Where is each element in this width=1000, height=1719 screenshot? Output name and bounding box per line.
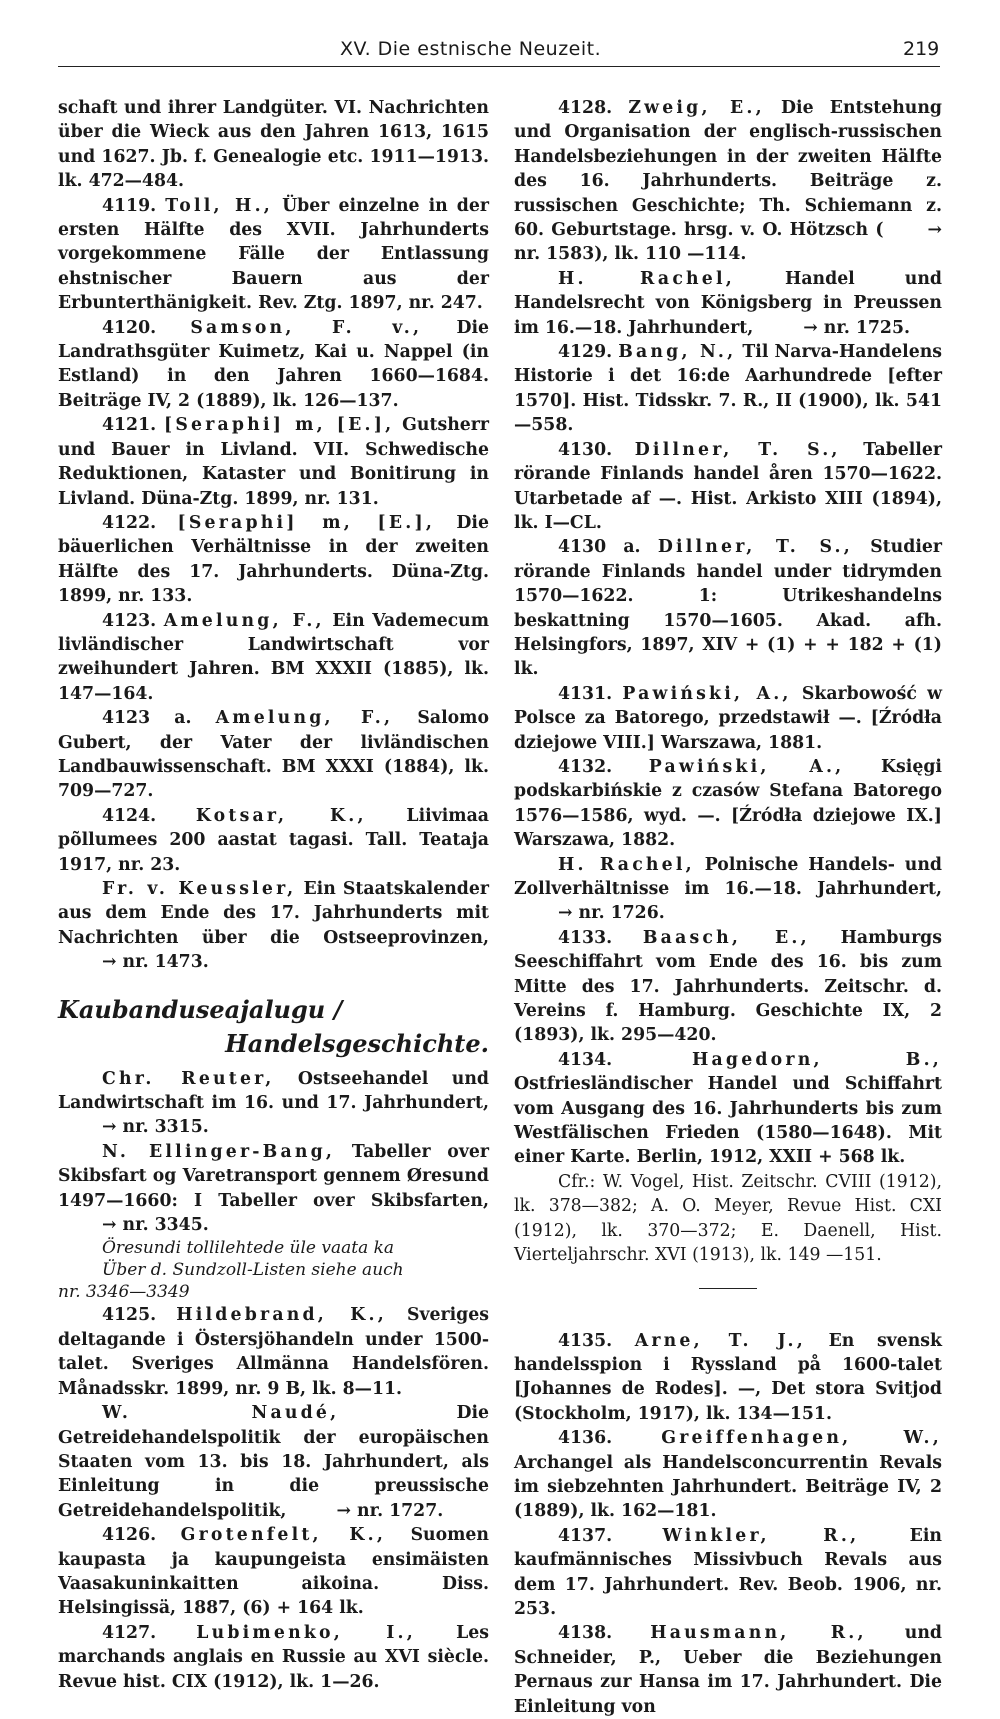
arrow-icon: →	[102, 1117, 117, 1138]
entry: schaft und ihrer Landgüter. VI. Nachrichten über die Wieck aus den Jahren 1613, 1615 und 1627. Jb. f. Genealogie etc. 1911—1913. lk. 472—484.	[58, 98, 489, 192]
entry-4137: 4137. Winkler, R., Ein kaufmännisches Missivbuch Revals aus dem 17. Jahrhundert. Rev. Beob. 1906, nr. 253.	[514, 1525, 942, 1619]
arrow-icon: →	[102, 1215, 117, 1236]
entry-4132: 4132. Pawiński, A., Księgi podskarbińskie z czasów Stefana Batorego 1576—1586, wyd. —. [Źródła dziejowe IX.] Warszawa, 1882.	[514, 756, 942, 851]
arrow-icon: →	[558, 903, 573, 924]
arrow-icon: →	[927, 220, 942, 241]
entry-ellinger-bang: N. Ellinger-Bang, Tabeller over Skibsfart og Varetransport gennem Øresund 1497—1660: I Tabeller over Skibsfarten, → nr. 3345.	[58, 1140, 489, 1238]
entry-4138: 4138. Hausmann, R., und Schneider, P., Ueber die Beziehungen Pernaus zur Hansa im 17. Jahrhundert. Die Einleitung von	[514, 1623, 942, 1717]
section-heading: Kaubanduseajalugu /	[58, 994, 343, 1024]
entry-4123a: 4123 a. Amelung, F., Salomo Gubert, der Vater der livländischen Landbauwissenschaft. BM XXXI (1884), lk. 709—727.	[58, 708, 489, 802]
entry-4128: 4128. Zweig, E., Die Entstehung und Organisation der englisch-russischen Handelsbeziehungen in der zweiten Hälfte des 16. Jahrhunderts. Beiträge z. russischen Geschichte; Th. Schiemann z. 60. Geburtstage. hrsg. v. O. Hötzsch ( → nr. 1583), lk. 110 —114.	[514, 98, 942, 265]
entry-4130: 4130. Dillner, T. S., Tabeller rörande Finlands handel åren 1570—1622. Utarbetade af —. Hist. Arkisto XIII (1894), lk. I—CL.	[514, 439, 942, 533]
entry-4130a: 4130 a. Dillner, T. S., Studier rörande Finlands handel under tidrymden 1570—1622. 1: Utrikeshandelns beskattning 1570—1605. Akad. afh. Helsingfors, 1897, XIV + (1) + + 182 + (1) lk.	[514, 537, 942, 680]
entry-4126: 4126. Grotenfelt, K., Suomen kaupasta ja kaupungeista ensimäisten Vaasakuninkaitten aikoina. Diss. Helsingissä, 1887, (6) + 164 lk.	[58, 1525, 489, 1619]
entry-4119: 4119. Toll, H., Über einzelne in der ersten Hälfte des XVII. Jahrhunderts vorgekommene Fälle der Entlassung ehstnischer Bauern aus der Erbunterthänigkeit. Rev. Ztg. 1897, nr. 247.	[58, 195, 489, 314]
entry-4134: 4134. Hagedorn, B., Ostfriesländischer Handel und Schiffahrt vom Ausgang des 16. Jahrhunderts bis zum Westfälischen Frieden (1580—1648). Mit einer Karte. Berlin, 1912, XXII + 568 lk.	[514, 1049, 942, 1168]
entry-4131: 4131. Pawiński, A., Skarbowość w Polsce za Batorego, przedstawił —. [Źródła dziejowe VIII.] Warszawa, 1881.	[514, 683, 942, 753]
running-title: XV. Die estnische Neuzeit.	[340, 38, 602, 60]
section-heading-de: Handelsgeschichte.	[225, 1028, 489, 1058]
arrow-icon: →	[803, 317, 818, 338]
entry-4122: 4122. [Seraphi] m, [E.], Die bäuerlichen Verhältnisse in der zweiten Hälfte des 17. Jahrhunderts. Düna-Ztg. 1899, nr. 133.	[58, 512, 489, 607]
entry-4127: 4127. Lubimenko, I., Les marchands anglais en Russie au XVI siècle. Revue hist. CIX (1912), lk. 1—26.	[58, 1622, 489, 1692]
header-rule	[58, 66, 940, 67]
arrow-icon: →	[336, 1500, 351, 1521]
arrow-icon: →	[102, 952, 117, 973]
right-column	[514, 96, 942, 1719]
entry-4133: 4133. Baasch, E., Hamburgs Seeschiffahrt vom Ende des 16. bis zum Mitte des 17. Jahrhunderts. Zeitschr. d. Vereins f. Hamburg. Geschichte IX, 2 (1893), lk. 295—420.	[514, 927, 942, 1046]
entry-naude: W. Naudé, Die Getreidehandelspolitik der europäischen Staaten vom 13. bis 18. Jahrhundert, als Einleitung in die preussische Getreidehandelspolitik, → nr. 1727.	[58, 1401, 489, 1523]
entry-rachel-1: H. Rachel, Handel und Handelsrecht von Königsberg in Preussen im 16.—18. Jahrhundert, → nr. 1725.	[514, 267, 942, 340]
entry-4136: 4136. Greiffenhagen, W., Archangel als Handelsconcurrentin Revals im siebzehnten Jahrhundert. Beiträge IV, 2 (1889), lk. 162—181.	[514, 1428, 942, 1522]
entry-4121: 4121. [Seraphi] m, [E.], Gutsherr und Bauer in Livland. VII. Schwedische Reduktionen, Kataster und Bonitirung in Livland. Düna-Ztg. 1899, nr. 131.	[58, 415, 489, 509]
note: Öresundi tollilehtede üle vaata ka Über d. Sundzoll-Listen siehe auch nr. 3346—3349	[58, 1238, 404, 1303]
entry-reuter: Chr. Reuter, Ostseehandel und Landwirtschaft im 16. und 17. Jahrhundert, → nr. 3315.	[58, 1067, 489, 1140]
entry-4135: 4135. Arne, T. J., En svensk handelsspion i Ryssland på 1600-talet [Johannes de Rodes]. —, Det stora Svitjod (Stockholm, 1917), lk. 134—151.	[514, 1330, 942, 1424]
page-number: 219	[903, 38, 940, 60]
entry-4120: 4120. Samson, F. v., Die Landrathsgüter Kuimetz, Kai u. Nappel (in Estland) in den Jahren 1660—1684. Beiträge IV, 2 (1889), lk. 126—137.	[58, 317, 489, 411]
entry-rachel-2: H. Rachel, Polnische Handels- und Zollverhältnisse im 16.—18. Jahrhundert, → nr. 1726.	[514, 853, 942, 926]
entry-4124: 4124. Kotsar, K., Liivimaa põllumees 200 aastat tagasi. Tall. Teataja 1917, nr. 23.	[58, 805, 489, 875]
entry-keussler: Fr. v. Keussler, Ein Staatskalender aus dem Ende des 17. Jahrhunderts mit Nachrichten über die Ostseeprovinzen, → nr. 1473.	[58, 877, 489, 975]
entry-cfr: Cfr.: W. Vogel, Hist. Zeitschr. CVIII (1912), lk. 378—382; A. O. Meyer, Revue Hist. CXI (1912), lk. 370—372; E. Daenell, Hist. Vierteljahrschr. XVI (1913), lk. 149 —151.	[514, 1171, 942, 1266]
page-header	[0, 32, 1000, 72]
entry-4129: 4129. Bang, N., Til Narva-Handelens Historie i det 16:de Aarhundrede [efter 1570]. Hist. Tidsskr. 7. R., II (1900), lk. 541—558.	[514, 342, 942, 436]
left-column	[58, 96, 489, 1694]
entry-4123: 4123. Amelung, F., Ein Vademecum livländischer Landwirtschaft vor zweihundert Jahren. BM XXXII (1885), lk. 147—164.	[58, 610, 489, 704]
entry-4125: 4125. Hildebrand, K., Sveriges deltagande i Östersjöhandeln under 1500-talet. Sveriges Allmänna Handelsfören. Månadsskr. 1899, nr. 9 B, lk. 8—11.	[58, 1305, 489, 1399]
section-divider	[699, 1288, 757, 1289]
